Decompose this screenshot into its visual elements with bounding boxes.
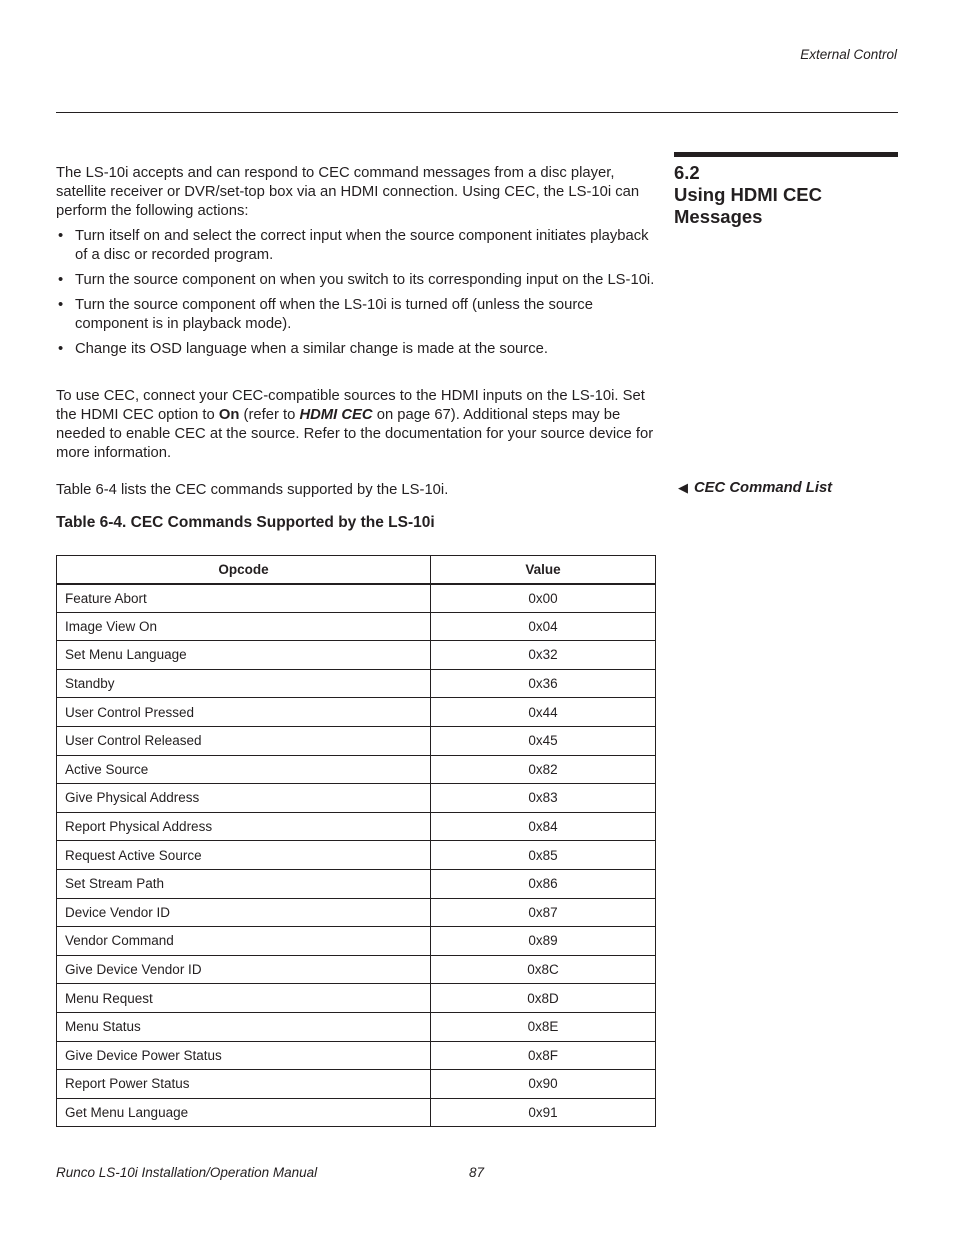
- opcode-cell: Device Vendor ID: [57, 898, 431, 927]
- usage-text: (refer to: [239, 407, 300, 423]
- table-row: [57, 669, 656, 698]
- opcode-cell: User Control Pressed: [57, 698, 431, 727]
- bullet-icon: •: [58, 297, 64, 313]
- table-row: [57, 955, 656, 984]
- value-cell: 0x86: [431, 869, 656, 898]
- table-row: [57, 584, 656, 613]
- section-title: Using HDMI CEC Messages: [674, 184, 822, 227]
- opcode-cell: Feature Abort: [57, 584, 431, 613]
- table-row: [57, 841, 656, 870]
- action-list: [56, 227, 656, 365]
- opcode-cell: Image View On: [57, 612, 431, 641]
- opcode-cell: Report Power Status: [57, 1070, 431, 1099]
- opcode-cell: User Control Released: [57, 726, 431, 755]
- opcode-cell: Request Active Source: [57, 841, 431, 870]
- table-row: [57, 812, 656, 841]
- column-header-value: Value: [431, 556, 656, 584]
- opcode-cell: Report Physical Address: [57, 812, 431, 841]
- table-row: [57, 869, 656, 898]
- usage-paragraph: [56, 387, 656, 463]
- list-item: [56, 227, 656, 265]
- table-body: [57, 584, 656, 1127]
- table-row: [57, 755, 656, 784]
- footer-manual-title: Runco LS-10i Installation/Operation Manual: [56, 1165, 318, 1180]
- bullet-icon: •: [58, 272, 64, 288]
- list-item: [56, 340, 656, 359]
- opcode-cell: Set Stream Path: [57, 869, 431, 898]
- usage-text: To use CEC, connect your CEC-compatible sources to the HDMI inputs on the LS-10i. Set the HDMI CEC option to: [56, 388, 645, 423]
- opcode-cell: Menu Status: [57, 1012, 431, 1041]
- value-cell: 0x84: [431, 812, 656, 841]
- value-cell: 0x32: [431, 641, 656, 670]
- intro-paragraph: The LS-10i accepts and can respond to CEC command messages from a disc player, satellite receiver or DVR/set-top box via an HDMI connection. Using CEC, the LS-10i can perform the following actions:: [56, 165, 640, 219]
- value-cell: 0x8C: [431, 955, 656, 984]
- value-cell: 0x91: [431, 1098, 656, 1127]
- table-row: [57, 641, 656, 670]
- table-header-row: [57, 556, 656, 584]
- table-row: [57, 927, 656, 956]
- option-value: On: [218, 407, 240, 423]
- pointer-arrow-icon: ◀: [678, 480, 688, 495]
- value-cell: 0x8F: [431, 1041, 656, 1070]
- value-cell: 0x45: [431, 726, 656, 755]
- opcode-cell: Set Menu Language: [57, 641, 431, 670]
- value-cell: 0x04: [431, 612, 656, 641]
- list-item-text: Turn itself on and select the correct input when the source component initiates playback of a disc or recorded program.: [75, 228, 649, 263]
- column-header-opcode: Opcode: [57, 556, 431, 584]
- opcode-cell: Menu Request: [57, 984, 431, 1013]
- table-row: [57, 1098, 656, 1127]
- value-cell: 0x44: [431, 698, 656, 727]
- table-row: [57, 1012, 656, 1041]
- value-cell: 0x83: [431, 784, 656, 813]
- value-cell: 0x89: [431, 927, 656, 956]
- value-cell: 0x87: [431, 898, 656, 927]
- table-intro-paragraph: Table 6-4 lists the CEC commands supported by the LS-10i.: [56, 482, 449, 498]
- table-row: [57, 898, 656, 927]
- cross-reference-link[interactable]: HDMI CEC: [299, 407, 373, 423]
- opcode-cell: Get Menu Language: [57, 1098, 431, 1127]
- page-number: 87: [469, 1165, 485, 1180]
- value-cell: 0x82: [431, 755, 656, 784]
- section-rule: [674, 152, 898, 157]
- list-item-text: Turn the source component on when you switch to its corresponding input on the LS-10i.: [75, 272, 655, 288]
- table-row: [57, 1070, 656, 1099]
- list-item-text: Turn the source component off when the LS-10i is turned off (unless the source component is in playback mode).: [75, 297, 593, 332]
- running-header: External Control: [800, 47, 897, 62]
- subsection-marker: [678, 480, 832, 496]
- opcode-cell: Give Device Vendor ID: [57, 955, 431, 984]
- table-row: [57, 726, 656, 755]
- opcode-cell: Standby: [57, 669, 431, 698]
- cec-commands-table: [56, 555, 656, 1127]
- header-divider: [56, 112, 898, 113]
- table-caption: Table 6-4. CEC Commands Supported by the LS-10i: [56, 514, 435, 531]
- value-cell: 0x00: [431, 584, 656, 613]
- value-cell: 0x36: [431, 669, 656, 698]
- value-cell: 0x8E: [431, 1012, 656, 1041]
- table-row: [57, 984, 656, 1013]
- opcode-cell: Vendor Command: [57, 927, 431, 956]
- table-row: [57, 698, 656, 727]
- table-row: [57, 784, 656, 813]
- opcode-cell: Give Device Power Status: [57, 1041, 431, 1070]
- section-number: 6.2: [674, 162, 700, 183]
- opcode-cell: Active Source: [57, 755, 431, 784]
- opcode-cell: Give Physical Address: [57, 784, 431, 813]
- list-item: [56, 296, 656, 334]
- value-cell: 0x85: [431, 841, 656, 870]
- value-cell: 0x90: [431, 1070, 656, 1099]
- table-row: [57, 1041, 656, 1070]
- value-cell: 0x8D: [431, 984, 656, 1013]
- list-item: [56, 271, 656, 290]
- subsection-title: CEC Command List: [694, 480, 833, 496]
- usage-text: on page 67). Additional steps may be needed to enable CEC at the source. Refer to the documentation for your source device for more information.: [56, 407, 654, 461]
- bullet-icon: •: [58, 341, 64, 357]
- bullet-icon: •: [58, 228, 64, 244]
- list-item-text: Change its OSD language when a similar change is made at the source.: [75, 341, 548, 357]
- table-row: [57, 612, 656, 641]
